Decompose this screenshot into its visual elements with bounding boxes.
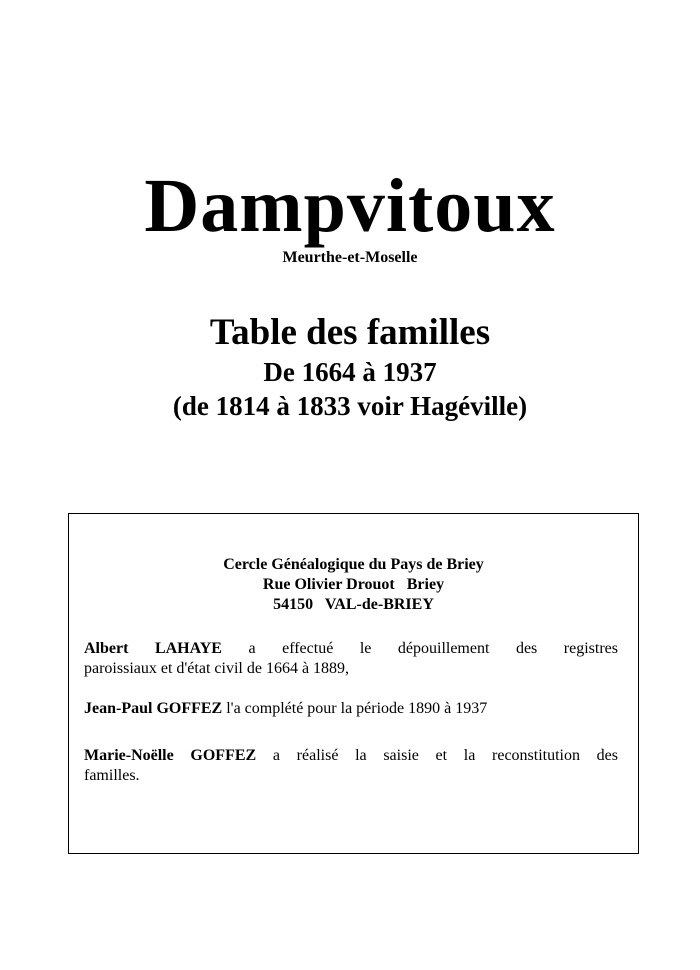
credit-paragraph-jean-paul <box>84 699 618 719</box>
credit-text: l'a complété pour la période 1890 à 1937 <box>222 700 488 717</box>
organization-street: Rue Olivier Drouot Briey <box>262 576 445 593</box>
credit-text: paroissiaux et d'état civil de 1664 à 1889, <box>84 660 350 677</box>
contributor-name: Jean-Paul GOFFEZ <box>84 700 223 717</box>
page-title: Dampvitoux <box>144 164 556 248</box>
date-range: De 1664 à 1937 <box>263 357 437 387</box>
credit-paragraph-lahaye <box>84 639 618 679</box>
contributor-name: Marie-Noëlle GOFFEZ <box>84 747 257 764</box>
credit-line <box>84 746 618 766</box>
credit-paragraph-marie-noelle <box>84 746 618 786</box>
credit-text: a effectué le dépouillement des registres <box>248 640 618 657</box>
contributor-name: Albert LAHAYE <box>84 640 222 657</box>
credit-line <box>84 639 618 659</box>
credit-text: familles. <box>84 767 140 784</box>
credits-box <box>68 513 639 854</box>
section-heading: Table des familles <box>209 312 491 353</box>
department-subtitle: Meurthe-et-Moselle <box>282 249 418 266</box>
organization-name: Cercle Généalogique du Pays de Briey <box>223 556 484 573</box>
credit-text: a réalisé la saisie et la reconstitution des <box>272 747 619 764</box>
organization-city: 54150 VAL-de-BRIEY <box>273 596 434 613</box>
date-range-note: (de 1814 à 1833 voir Hagéville) <box>172 391 528 421</box>
